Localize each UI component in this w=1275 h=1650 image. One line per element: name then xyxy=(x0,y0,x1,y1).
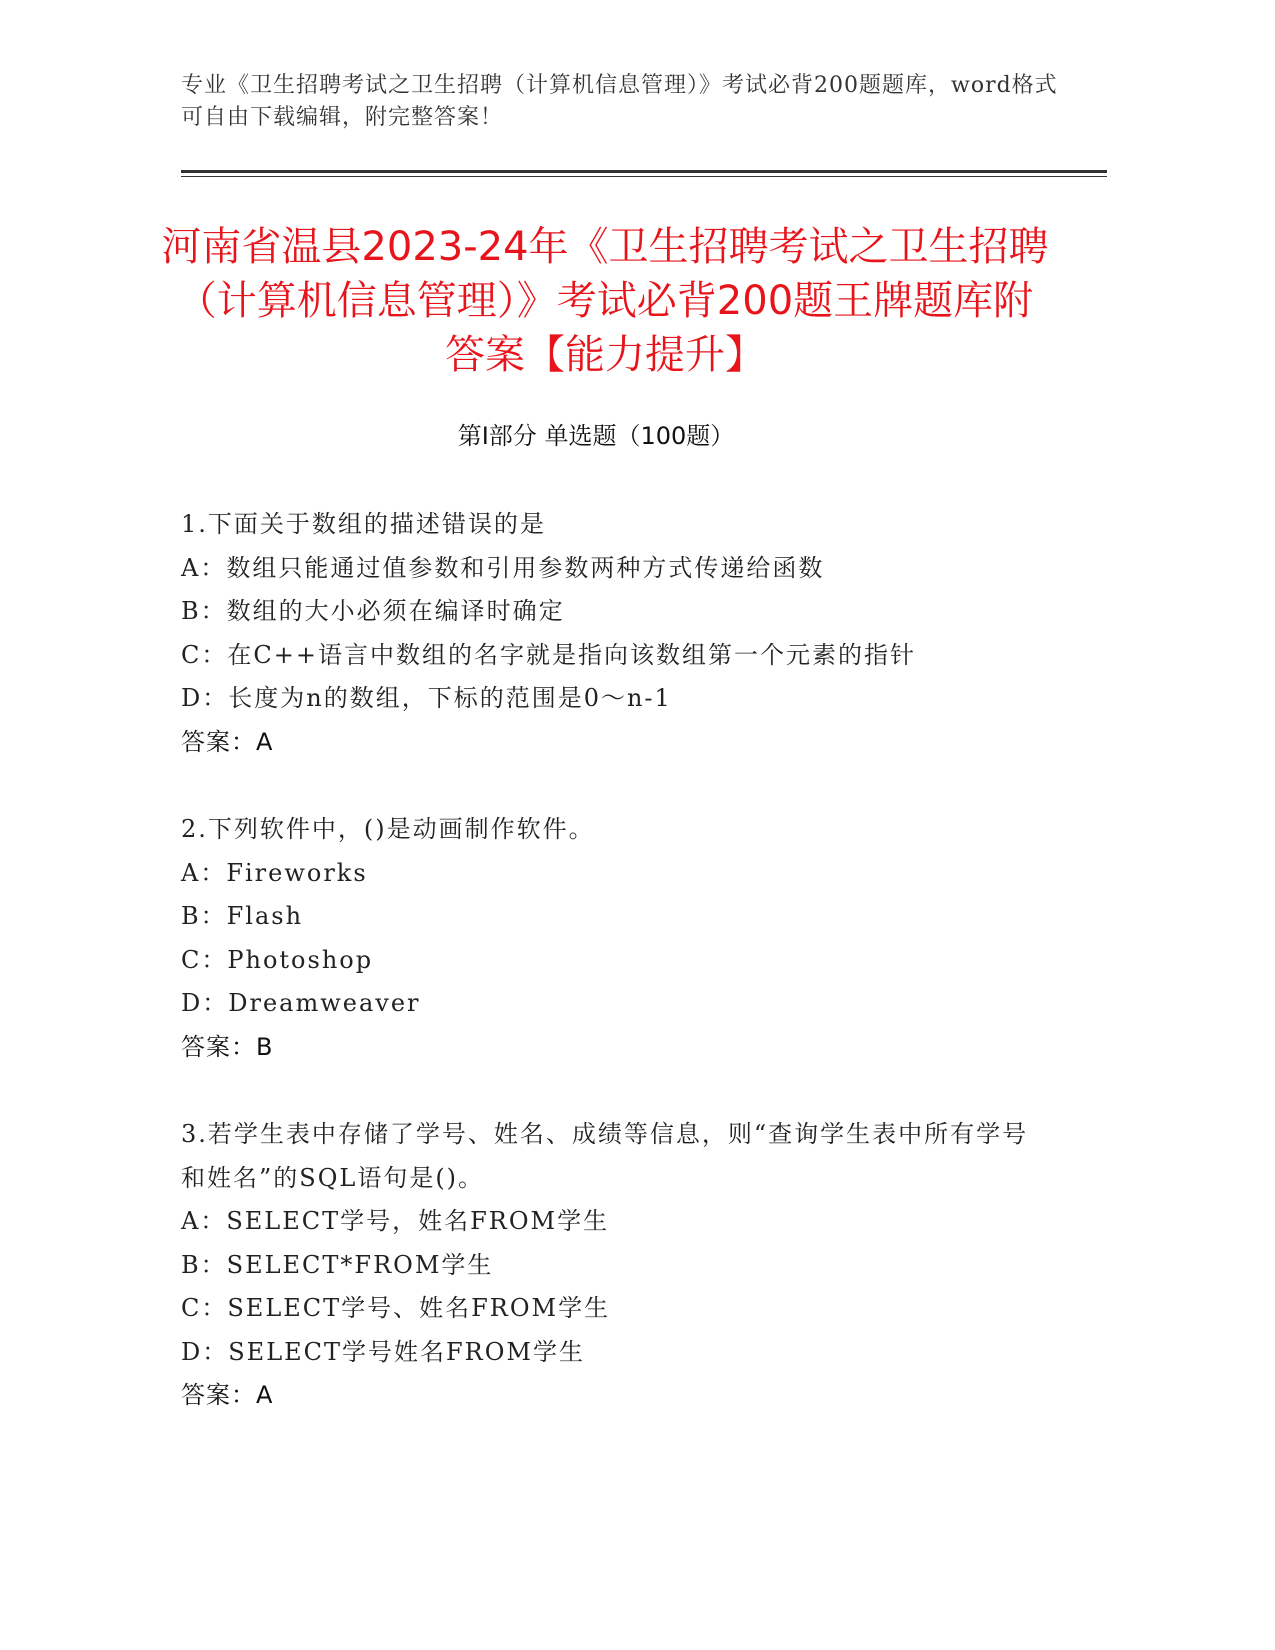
option-b: B：Flash xyxy=(181,902,304,930)
option-a: A：Fireworks xyxy=(181,858,368,887)
header-divider-thick xyxy=(181,170,1107,173)
question-stem: 1.下面关于数组的描述错误的是 xyxy=(181,510,546,538)
option-b: B：数组的大小必须在编译时确定 xyxy=(181,597,565,625)
option-a: A：SELECT学号，姓名FROM学生 xyxy=(181,1207,610,1235)
option-d: D：SELECT学号姓名FROM学生 xyxy=(181,1337,586,1366)
answer-line: 答案：A xyxy=(181,1381,274,1409)
question-stem: 2.下列软件中，()是动画制作软件。 xyxy=(181,815,595,843)
answer-line: 答案：A xyxy=(181,727,274,756)
option-b: B：SELECT*FROM学生 xyxy=(181,1250,494,1279)
question-stem: 3.若学生表中存储了学号、姓名、成绩等信息，则“查询学生表中所有学号和姓名”的SQL语句是()。 xyxy=(181,1120,1029,1192)
option-d: D：长度为n的数组，下标的范围是0～n-1 xyxy=(181,684,672,712)
question-item xyxy=(181,503,1031,764)
answer-line: 答案：B xyxy=(181,1032,274,1061)
option-c: C：SELECT学号、姓名FROM学生 xyxy=(181,1294,611,1322)
document-title: 河南省温县2023-24年《卫生招聘考试之卫生招聘（计算机信息管理）》考试必背200题王牌题库附答案【能力提升】 xyxy=(161,224,1049,378)
header-note: 专业《卫生招聘考试之卫生招聘（计算机信息管理）》考试必背200题题库，word格式可自由下载编辑，附完整答案！ xyxy=(181,73,1058,130)
option-d: D：Dreamweaver xyxy=(181,989,421,1017)
option-c: C：在C++语言中数组的名字就是指向该数组第一个元素的指针 xyxy=(181,640,916,669)
option-a: A：数组只能通过值参数和引用参数两种方式传递给函数 xyxy=(181,553,825,582)
header-divider-thin xyxy=(181,176,1107,177)
question-item xyxy=(181,1113,1031,1418)
option-c: C：Photoshop xyxy=(181,945,374,974)
question-item xyxy=(181,808,1031,1069)
section-title: 第I部分 单选题（100题） xyxy=(457,422,735,450)
